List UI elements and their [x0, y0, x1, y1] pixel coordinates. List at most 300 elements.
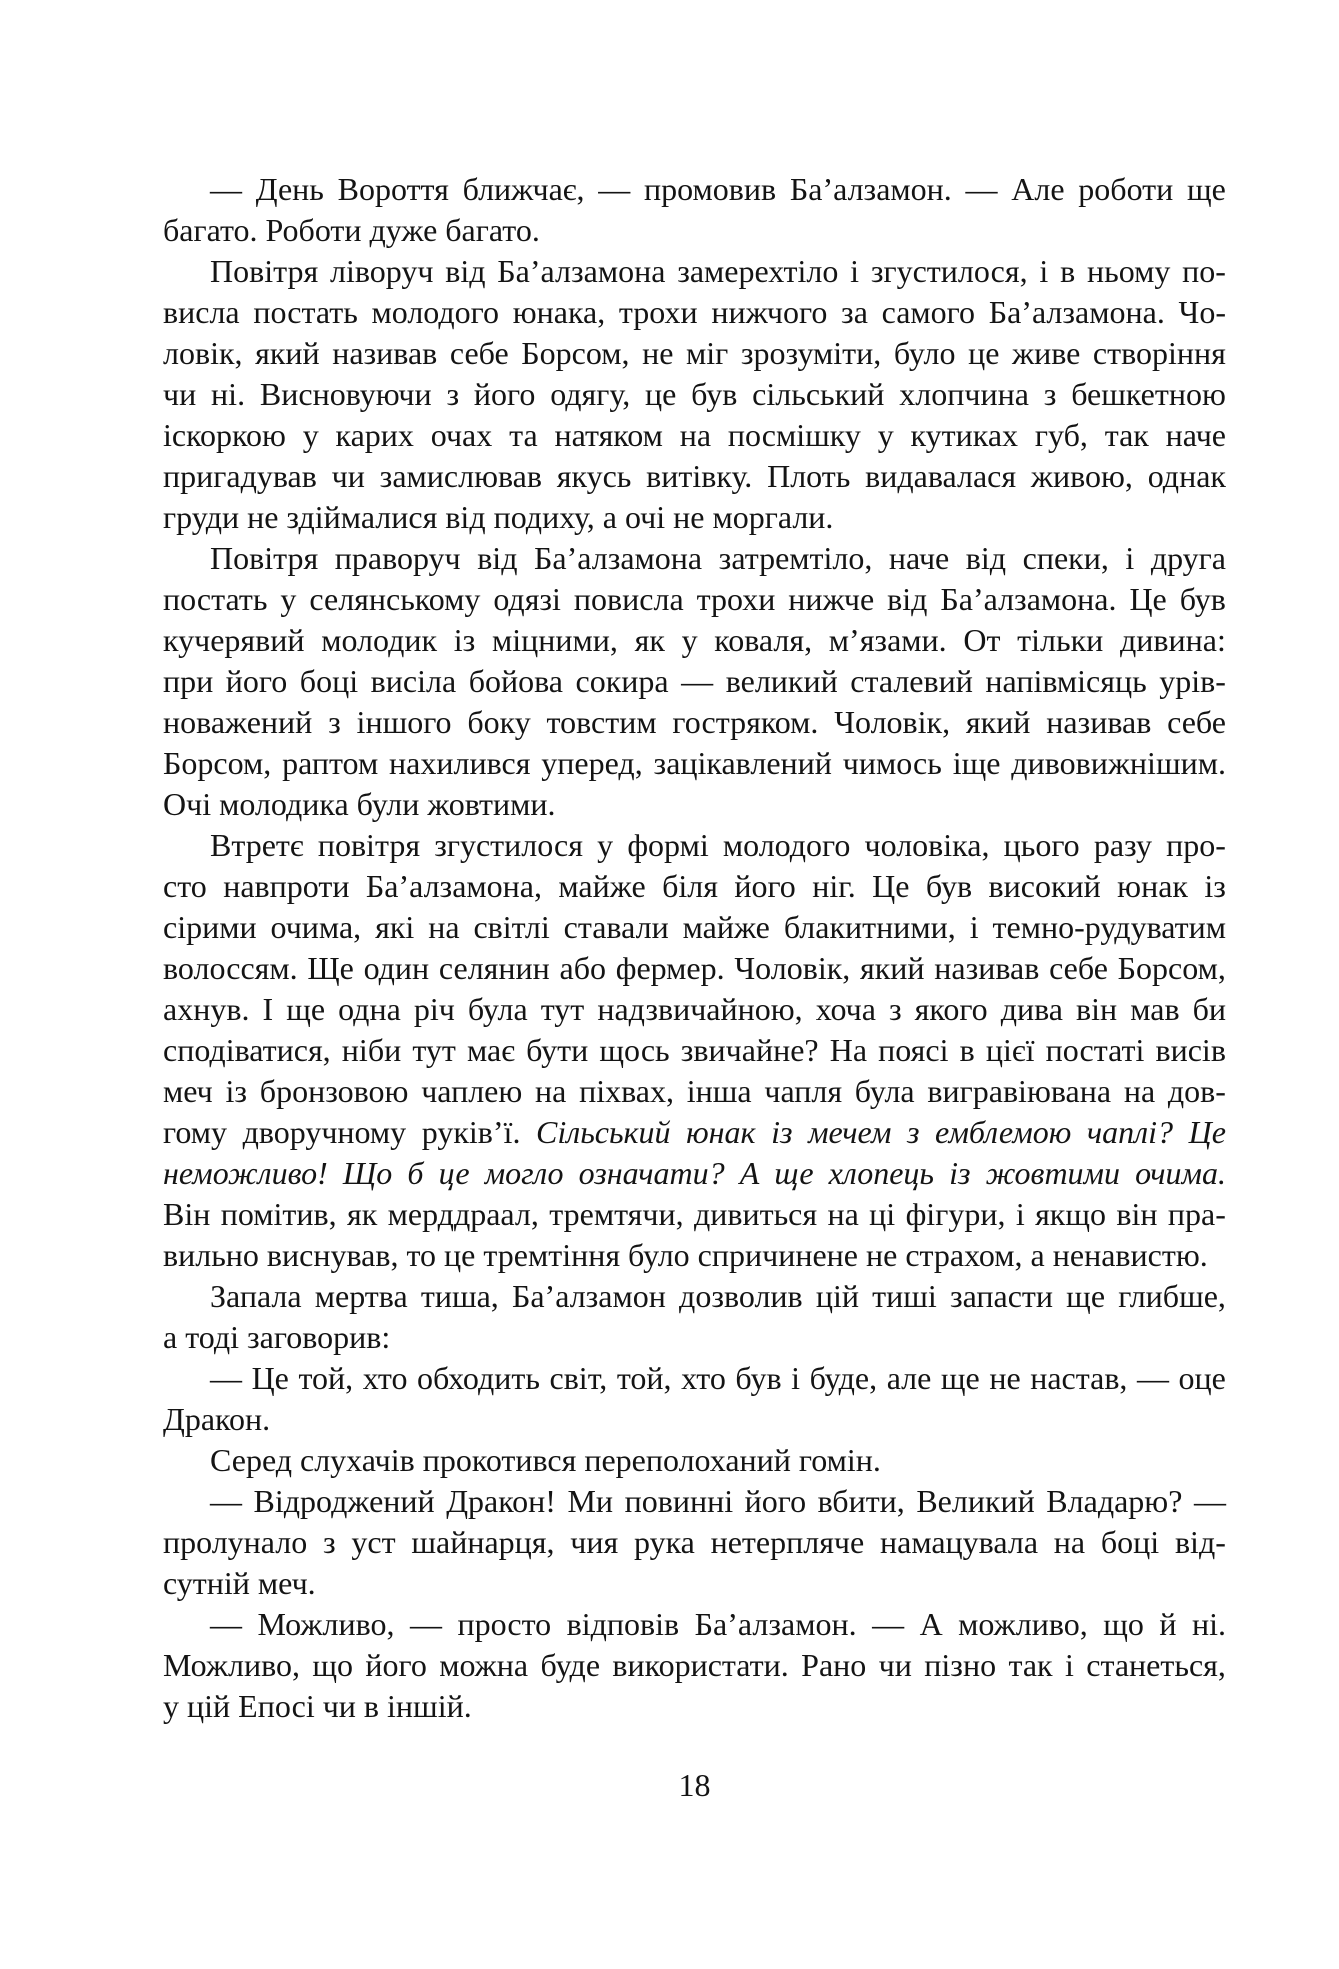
word: пролунало: [163, 1524, 308, 1560]
word: напівмісяць: [985, 663, 1147, 699]
word: іншого: [356, 704, 452, 740]
word: фігури,: [905, 1196, 1006, 1232]
text-line: [163, 1440, 1226, 1481]
word: Він: [163, 1196, 211, 1232]
word: зацікавлений: [653, 745, 832, 781]
word: якусь: [556, 458, 632, 494]
word: означати?: [578, 1155, 725, 1191]
word: —: [1136, 1360, 1169, 1396]
word: той,: [616, 1360, 672, 1396]
word: буде,: [809, 1360, 878, 1396]
word: у: [597, 827, 614, 863]
word: це: [645, 376, 677, 412]
text-line: [163, 333, 1226, 374]
word: дворучному: [242, 1114, 407, 1150]
text-line: [163, 169, 1226, 210]
word: дивина:: [1120, 622, 1226, 658]
word: себе: [1049, 950, 1108, 986]
word: Чоловік,: [734, 950, 851, 986]
word: з: [888, 991, 902, 1027]
word: замислював: [379, 458, 542, 494]
word: вигравіювана: [927, 1073, 1112, 1109]
word: цього: [1003, 827, 1080, 863]
text-line: [163, 1399, 1226, 1440]
word: Вороття: [337, 171, 449, 207]
word: в: [959, 1032, 975, 1068]
word: натяком: [554, 417, 663, 453]
word: посмішку: [727, 417, 861, 453]
word: дивиться: [693, 1196, 818, 1232]
word: Чоловік,: [834, 704, 951, 740]
word: тут: [412, 1032, 456, 1068]
word: чия: [570, 1524, 619, 1560]
word: раптом: [282, 745, 379, 781]
word: від: [965, 540, 1007, 576]
text-block: [163, 169, 1226, 1727]
word: сокира: [575, 663, 669, 699]
word: бешкетною: [1071, 376, 1226, 412]
word: так: [1104, 417, 1149, 453]
word: ставали: [563, 909, 669, 945]
word: від: [887, 581, 928, 617]
word: і: [1015, 1196, 1025, 1232]
word: висіла: [370, 663, 457, 699]
word: хто: [681, 1360, 726, 1396]
word: чи: [331, 458, 365, 494]
word: якщо: [1035, 1196, 1106, 1232]
word: він: [1116, 1196, 1158, 1232]
word: мерддраал,: [387, 1196, 539, 1232]
word: роботи: [1078, 171, 1174, 207]
word: що: [1103, 1606, 1144, 1642]
word: Ба’алзамона.: [988, 294, 1165, 330]
text-line: [163, 1276, 1226, 1317]
word: От: [963, 622, 1001, 658]
text-line: [163, 1194, 1226, 1235]
word: руків’ї.: [421, 1114, 521, 1150]
word: має: [467, 1032, 515, 1068]
word: звичайне?: [680, 1032, 819, 1068]
text-line: [163, 1645, 1226, 1686]
word: формі: [627, 827, 709, 863]
word: —: [598, 171, 631, 207]
word: Ще: [307, 950, 354, 986]
text-line: [163, 292, 1226, 333]
word: молодого: [371, 294, 499, 330]
word: з: [446, 376, 460, 412]
word: очах: [430, 417, 493, 453]
word: сподіватися,: [163, 1032, 331, 1068]
word: при: [163, 663, 214, 699]
word: сірими: [163, 909, 257, 945]
word: оце: [1178, 1360, 1226, 1396]
word: ахнув.: [163, 991, 250, 1027]
word: дозволив: [679, 1278, 803, 1314]
word: нетерпляче: [710, 1524, 865, 1560]
word: той,: [298, 1360, 354, 1396]
word: молодик: [321, 622, 438, 658]
word: На: [829, 1032, 868, 1068]
word: новажений: [163, 704, 313, 740]
word: А: [739, 1155, 760, 1191]
word: згустилося: [434, 827, 583, 863]
word: Плоть: [767, 458, 851, 494]
word: була: [467, 991, 528, 1027]
word: міцними,: [491, 622, 618, 658]
word: урів-: [1159, 663, 1226, 699]
word: річ: [413, 991, 455, 1027]
word: та: [509, 417, 538, 453]
word: він: [1076, 991, 1118, 1027]
word: боці: [299, 663, 359, 699]
word: себе: [449, 335, 509, 371]
word: які: [375, 909, 415, 945]
word: тут: [540, 991, 585, 1027]
word: рука: [633, 1524, 695, 1560]
word: Ба’алзамона: [534, 540, 703, 576]
word: бойова: [468, 663, 563, 699]
word: промовив: [644, 171, 777, 207]
word: і: [1125, 540, 1135, 576]
word: Ба’алзамона,: [365, 868, 542, 904]
word: гому: [163, 1114, 227, 1150]
word: на: [428, 909, 460, 945]
word: м’язами.: [828, 622, 947, 658]
word: Це: [1188, 1114, 1226, 1150]
word: очима,: [270, 909, 362, 945]
word: з: [906, 1114, 920, 1150]
word: на: [679, 417, 712, 453]
word: селянському: [309, 581, 481, 617]
word: ближчає,: [462, 171, 585, 207]
word: настав,: [1030, 1360, 1128, 1396]
word: чимось: [842, 745, 942, 781]
word: тремтячи,: [549, 1196, 684, 1232]
word: про-: [1166, 827, 1226, 863]
word: б: [407, 1155, 424, 1191]
word: мертва: [314, 1278, 408, 1314]
word: могло: [484, 1155, 564, 1191]
word: видавалася: [865, 458, 1017, 494]
word: на: [1123, 1073, 1156, 1109]
word: постаті: [1045, 1032, 1145, 1068]
word: живою,: [1030, 458, 1133, 494]
word: називав: [1046, 704, 1152, 740]
word: повинні: [624, 1483, 734, 1519]
word: нахилився: [389, 745, 531, 781]
word: Повітря: [210, 253, 319, 289]
text-line: [163, 1112, 1226, 1153]
text-segment: Серед слухачів прокотився переполоханий гомін.: [210, 1442, 881, 1478]
word: повітря: [317, 827, 421, 863]
word: чапля: [764, 1073, 843, 1109]
word: який: [859, 950, 925, 986]
word: шайнарця,: [411, 1524, 555, 1560]
word: але: [886, 1360, 932, 1396]
word: що: [312, 1647, 353, 1683]
text-line: [163, 948, 1226, 989]
text-segment: у цій Епосі чи в іншій.: [163, 1688, 472, 1724]
word: дов-: [1167, 1073, 1226, 1109]
word: себе: [1167, 704, 1226, 740]
word: іскоркою: [163, 417, 286, 453]
word: його: [744, 1483, 807, 1519]
word: станеться,: [1086, 1647, 1226, 1683]
word: Що: [342, 1155, 393, 1191]
word: Це: [1129, 581, 1167, 617]
word: піхвах,: [579, 1073, 674, 1109]
word: у: [681, 622, 698, 658]
word: відповів: [566, 1606, 680, 1642]
word: губ,: [1034, 417, 1088, 453]
word: коваля,: [714, 622, 813, 658]
word: створіння: [1092, 335, 1226, 371]
word: Чо-: [1178, 294, 1226, 330]
text-line: [163, 1563, 1226, 1604]
word: пригадував: [163, 458, 317, 494]
word: постать: [253, 294, 358, 330]
word: помітив,: [220, 1196, 337, 1232]
word: Великий: [916, 1483, 1035, 1519]
word: повисла: [573, 581, 684, 617]
word: Ми: [567, 1483, 614, 1519]
word: товстим: [546, 704, 657, 740]
word: ще: [940, 1360, 980, 1396]
word: біля: [662, 868, 718, 904]
word: боці: [1100, 1524, 1160, 1560]
text-line: [163, 1317, 1226, 1358]
word: був: [691, 376, 738, 412]
word: ніби: [341, 1032, 402, 1068]
word: сталевий: [850, 663, 973, 699]
word: Повітря: [210, 540, 319, 576]
word: можливо,: [958, 1606, 1088, 1642]
text-line: [163, 1604, 1226, 1645]
word: Владарю?: [1046, 1483, 1183, 1519]
text-segment: Дракон.: [163, 1401, 271, 1437]
word: буде: [540, 1647, 601, 1683]
word: його: [225, 663, 288, 699]
word: як: [346, 1196, 378, 1232]
word: на: [1053, 1524, 1086, 1560]
word: із: [1204, 868, 1226, 904]
word: спеки,: [1022, 540, 1109, 576]
word: у: [280, 581, 297, 617]
word: поясі: [878, 1032, 949, 1068]
word: який: [255, 335, 320, 371]
word: наче: [1165, 417, 1226, 453]
word: ньому: [1086, 253, 1171, 289]
word: від-: [1174, 1524, 1226, 1560]
text-line: [163, 210, 1226, 251]
word: Відроджений: [253, 1483, 435, 1519]
word: —: [872, 1606, 905, 1642]
word: запасти: [949, 1278, 1053, 1314]
word: тільки: [1017, 622, 1104, 658]
word: ще: [286, 991, 326, 1027]
word: з: [323, 1524, 336, 1560]
word: юнак: [1117, 868, 1188, 904]
word: уперед,: [541, 745, 643, 781]
word: був: [1179, 581, 1226, 617]
word: боку: [467, 704, 531, 740]
text-line: [163, 620, 1226, 661]
word: кутиках: [910, 417, 1019, 453]
word: так: [1008, 1647, 1053, 1683]
text-line: [163, 702, 1226, 743]
word: День: [255, 171, 324, 207]
word: якого: [914, 991, 988, 1027]
word: наче: [888, 540, 950, 576]
word: щось: [599, 1032, 670, 1068]
word: неможливо!: [163, 1155, 328, 1191]
word: ще: [774, 1155, 814, 1191]
word: Борсом,: [163, 745, 272, 781]
word: дивовижнішим.: [1011, 745, 1226, 781]
word: Це: [251, 1360, 289, 1396]
word: із: [771, 1114, 793, 1150]
word: хто: [362, 1360, 408, 1396]
text-line: [163, 1030, 1226, 1071]
word: —: [681, 663, 714, 699]
word: Можливо,: [163, 1647, 300, 1683]
word: його: [734, 868, 796, 904]
word: би: [1192, 991, 1226, 1027]
word: юнака,: [512, 294, 606, 330]
word: глибше,: [1118, 1278, 1226, 1314]
word: кучерявий: [163, 622, 305, 658]
word: постать: [163, 581, 268, 617]
word: надзвичайною,: [597, 991, 803, 1027]
word: Борсом,: [521, 335, 630, 371]
word: просто: [457, 1606, 552, 1642]
word: І: [262, 991, 274, 1027]
word: —: [965, 171, 998, 207]
word: ні.: [211, 376, 246, 412]
text-segment: багато. Роботи дуже багато.: [163, 212, 540, 248]
text-segment: груди не здіймалися від подиху, а очі не моргали.: [163, 499, 834, 535]
word: його: [365, 1647, 427, 1683]
word: Ба’алзамон: [511, 1278, 666, 1314]
word: Запала: [210, 1278, 302, 1314]
word: Втретє: [210, 827, 304, 863]
word: чи: [163, 376, 197, 412]
word: тиші: [872, 1278, 937, 1314]
word: високий: [988, 868, 1101, 904]
word: хоча: [815, 991, 876, 1027]
word: не: [642, 335, 674, 371]
word: на: [535, 1073, 567, 1109]
word: висла: [163, 294, 240, 330]
text-line: [163, 1153, 1226, 1194]
word: друга: [1150, 540, 1226, 576]
text-line: [163, 1235, 1226, 1276]
text-line: [163, 989, 1226, 1030]
word: була: [854, 1073, 915, 1109]
word: майже: [558, 868, 646, 904]
text-line: [163, 1071, 1226, 1112]
word: був: [735, 1360, 782, 1396]
word: мав: [1130, 991, 1180, 1027]
word: зрозуміти,: [740, 335, 882, 371]
word: —: [409, 1606, 442, 1642]
word: —: [210, 1483, 242, 1519]
word: чоловіка,: [864, 827, 990, 863]
word: нижчого: [711, 294, 828, 330]
word: ще: [1187, 171, 1226, 207]
word: вбити,: [817, 1483, 905, 1519]
word: ліворуч: [330, 253, 434, 289]
word: у: [302, 417, 319, 453]
word: витівку.: [646, 458, 753, 494]
word: у: [877, 417, 894, 453]
word: міг: [686, 335, 729, 371]
word: Висновуючи: [259, 376, 432, 412]
word: бути: [526, 1032, 589, 1068]
word: волоссям.: [163, 950, 298, 986]
word: бронзовою: [259, 1073, 409, 1109]
word: молодого: [722, 827, 851, 863]
word: пізно: [924, 1647, 997, 1683]
text-line: [163, 866, 1226, 907]
word: сто: [163, 868, 207, 904]
word: одягу,: [550, 376, 631, 412]
word: праворуч: [334, 540, 461, 576]
word: гостряком.: [672, 704, 819, 740]
word: на: [827, 1196, 859, 1232]
word: однак: [1147, 458, 1226, 494]
word: ловік,: [163, 335, 243, 371]
word: по-: [1182, 253, 1226, 289]
word: великий: [725, 663, 838, 699]
word: із: [453, 622, 476, 658]
word: трохи: [696, 581, 776, 617]
word: Ба’алзамона: [497, 253, 666, 289]
word: це: [968, 335, 1000, 371]
word: використати.: [612, 1647, 789, 1683]
word: і: [969, 909, 979, 945]
word: ніг.: [812, 868, 856, 904]
word: очима.: [1135, 1155, 1226, 1191]
word: й: [1159, 1606, 1177, 1642]
word: —: [210, 1606, 242, 1642]
text-line: [163, 497, 1226, 538]
word: мечем: [808, 1114, 892, 1150]
word: меч: [163, 1073, 213, 1109]
word: дива: [1000, 991, 1063, 1027]
word: хлопчина: [899, 376, 1029, 412]
word: з: [328, 704, 341, 740]
word: тиша,: [420, 1278, 499, 1314]
word: ці: [869, 1196, 896, 1232]
page-number: 18: [678, 1767, 711, 1803]
word: блакитними,: [783, 909, 956, 945]
text-line: [163, 784, 1226, 825]
word: одязі: [493, 581, 561, 617]
word: або: [559, 950, 606, 986]
text-line: [163, 1358, 1226, 1399]
word: разу: [1093, 827, 1152, 863]
word: Дракон!: [446, 1483, 556, 1519]
word: з: [1043, 376, 1057, 412]
word: було: [893, 335, 956, 371]
text-segment: а тоді заговорив:: [163, 1319, 391, 1355]
word: і: [791, 1360, 801, 1396]
word: його: [473, 376, 536, 412]
text-line: [163, 374, 1226, 415]
word: іще: [952, 745, 1001, 781]
word: темно-рудуватим: [992, 909, 1226, 945]
